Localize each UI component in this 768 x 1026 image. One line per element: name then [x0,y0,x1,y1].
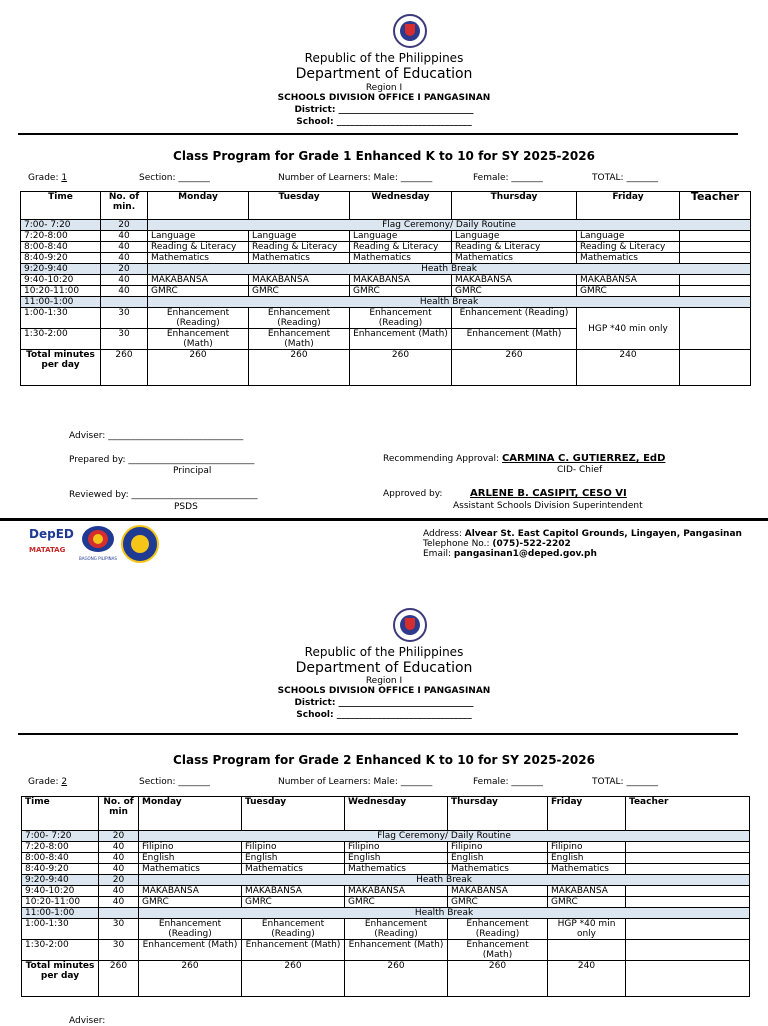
cell-fri: HGP *40 min only [577,308,680,350]
table-row [22,831,750,842]
header-rule [18,133,738,135]
cell-wed: 260 [345,961,448,997]
cell-tue: MAKABANSA [242,886,345,897]
table-row [21,275,751,286]
adviser-line: Adviser: [69,1016,106,1026]
program1-female: Female: _______ [473,173,543,183]
cell-time: 7:20-8:00 [22,842,99,853]
cell-mon: Enhancement (Math) [148,329,249,350]
cell-teacher [680,350,751,386]
cell-tue: English [242,853,345,864]
deped-seal [393,14,427,48]
cell-fri: 240 [548,961,626,997]
cell-tue: Reading & Literacy [249,242,350,253]
cell-mon: Enhancement (Reading) [139,919,242,940]
approved-name: ARLENE B. CASIPIT, CESO VI [470,488,627,499]
cell-mon: Filipino [139,842,242,853]
col-wednesday: Wednesday [350,192,452,220]
cell-min: 30 [99,940,139,961]
program1-total: TOTAL: _______ [592,173,658,183]
table-row [22,842,750,853]
address-line: Address: Alvear St. East Capitol Grounds, Lingayen, Pangasinan [423,529,742,539]
department-label: Department of Education [295,660,473,676]
col-teacher: Teacher [680,192,751,220]
cell-teacher [680,231,751,242]
cell-span: Heath Break [139,875,750,886]
cell-mon: 260 [148,350,249,386]
cell-min [99,908,139,919]
cell-tue: 260 [249,350,350,386]
cell-time: 11:00-1:00 [22,908,99,919]
adviser-line: Adviser: ______________________________ [69,431,244,441]
table-total-row [22,961,750,997]
col-minutes: No. of min [99,797,139,831]
col-monday: Monday [139,797,242,831]
prepared-line: Prepared by: ____________________________ [69,455,255,465]
table-row [21,286,751,297]
cell-min: 20 [99,875,139,886]
cell-fri: English [548,853,626,864]
cell-min: 40 [99,853,139,864]
cell-time: 10:20-11:00 [21,286,101,297]
region-label: Region I [365,676,403,686]
table-row [22,886,750,897]
table-row [22,864,750,875]
reviewed-line: Reviewed by: ____________________________ [69,490,258,500]
cell-time: 7:00- 7:20 [22,831,99,842]
cell-min: 40 [101,286,148,297]
cell-mon: Mathematics [139,864,242,875]
cell-min: 40 [99,897,139,908]
cell-min: 20 [101,264,148,275]
cell-span: Health Break [148,297,751,308]
cell-teacher [626,961,750,997]
cell-min: 40 [101,242,148,253]
republic-label: Republic of the Philippines [304,51,464,65]
cell-thu: GMRC [452,286,577,297]
school-field: School: ______________________________ [296,710,472,720]
col-tuesday: Tuesday [242,797,345,831]
cell-min: 260 [99,961,139,997]
cell-fri: MAKABANSA [577,275,680,286]
division-seal [121,525,159,563]
cell-span: Flag Ceremony/ Daily Routine [139,831,750,842]
program1-learners: Number of Learners: Male: _______ [278,173,433,183]
cell-time: 7:00- 7:20 [21,220,101,231]
cell-min: 20 [101,220,148,231]
program1-section: Section: _______ [139,173,210,183]
asds-label: Assistant Schools Division Superintendent [453,501,643,511]
cell-mon: Reading & Literacy [148,242,249,253]
cell-mon: MAKABANSA [139,886,242,897]
district-field: District: ______________________________ [294,698,474,708]
cell-wed: English [345,853,448,864]
program2-female: Female: _______ [473,777,543,787]
deped-matatag-logo: DepED MATATAG [29,527,74,554]
cell-time: 1:30-2:00 [22,940,99,961]
table-row [22,940,750,961]
office-label: SCHOOLS DIVISION OFFICE I PANGASINAN [277,93,491,103]
table-header-row [21,192,751,220]
cell-min: 40 [101,275,148,286]
table-row [21,297,751,308]
col-wednesday: Wednesday [345,797,448,831]
cell-teacher [626,919,750,940]
cell-mon: Mathematics [148,253,249,264]
cell-tue: Mathematics [249,253,350,264]
cell-teacher [680,275,751,286]
cell-thu: Mathematics [448,864,548,875]
cell-fri [548,940,626,961]
cell-min: 40 [99,864,139,875]
col-time: Time [21,192,101,220]
cell-thu: Filipino [448,842,548,853]
cell-min: 30 [101,308,148,329]
col-time: Time [22,797,99,831]
cid-label: CID- Chief [557,465,603,475]
cell-fri: GMRC [577,286,680,297]
program1-grade: Grade: 1 [28,173,68,183]
cell-teacher [626,864,750,875]
cell-time: 1:00-1:30 [22,919,99,940]
republic-label: Republic of the Philippines [304,645,464,659]
cell-fri: HGP *40 min only [548,919,626,940]
cell-tue: GMRC [242,897,345,908]
col-friday: Friday [577,192,680,220]
cell-wed: Enhancement (Reading) [345,919,448,940]
cell-teacher [680,253,751,264]
cell-tue: MAKABANSA [249,275,350,286]
cell-wed: MAKABANSA [345,886,448,897]
cell-wed: Enhancement (Math) [345,940,448,961]
cell-fri: Mathematics [577,253,680,264]
cell-span: Heath Break [148,264,751,275]
cell-min: 40 [101,253,148,264]
cell-thu: Enhancement (Reading) [448,919,548,940]
cell-mon: English [139,853,242,864]
cell-wed: Filipino [345,842,448,853]
cell-fri: Mathematics [548,864,626,875]
cell-span: Health Break [139,908,750,919]
table-row [21,242,751,253]
table-row [22,897,750,908]
bagong-pilipinas-logo: BAGONG PILIPINAS [78,524,118,564]
cell-min [101,297,148,308]
district-field: District: ______________________________ [294,105,474,115]
cell-wed: MAKABANSA [350,275,452,286]
email-line: Email: pangasinan1@deped.gov.ph [423,549,597,559]
cell-teacher [626,897,750,908]
cell-teacher [680,286,751,297]
cell-tue: Language [249,231,350,242]
psds-label: PSDS [174,502,198,512]
header-rule [18,733,738,735]
cell-wed: GMRC [345,897,448,908]
col-tuesday: Tuesday [249,192,350,220]
cell-mon: GMRC [148,286,249,297]
cell-teacher [680,242,751,253]
contact-block [423,529,742,559]
recommending-approval: Recommending Approval: CARMINA C. GUTIERREZ, EdD [383,453,666,464]
program1-table [20,191,751,386]
cell-wed: Language [350,231,452,242]
program2-title: Class Program for Grade 2 Enhanced K to 10 for SY 2025-2026 [173,753,595,767]
program2-learners: Number of Learners: Male: _______ [278,777,433,787]
cell-min: 30 [101,329,148,350]
cell-total-label: Total minutes per day [21,350,101,386]
cell-thu: Reading & Literacy [452,242,577,253]
cell-time: 8:00-8:40 [22,853,99,864]
table-row [21,231,751,242]
school-field: School: ______________________________ [296,117,472,127]
table-total-row [21,350,751,386]
cell-time: 9:40-10:20 [21,275,101,286]
telephone-line: Telephone No.: (075)-522-2202 [423,539,571,549]
table-row [21,308,751,329]
cell-time: 9:40-10:20 [22,886,99,897]
cell-wed: Enhancement (Reading) [350,308,452,329]
cell-tue: Filipino [242,842,345,853]
cell-mon: 260 [139,961,242,997]
cell-tue: Enhancement (Math) [242,940,345,961]
cell-thu: Enhancement (Math) [448,940,548,961]
cell-time: 8:40-9:20 [22,864,99,875]
cell-tue: Enhancement (Math) [249,329,350,350]
cell-thu: 260 [452,350,577,386]
deped-seal [393,608,427,642]
cell-time: 11:00-1:00 [21,297,101,308]
cell-time: 7:20-8:00 [21,231,101,242]
cell-tue: GMRC [249,286,350,297]
cell-mon: Enhancement (Reading) [148,308,249,329]
table-row [22,853,750,864]
cell-thu: MAKABANSA [452,275,577,286]
cell-thu: Enhancement (Reading) [452,308,577,329]
department-label: Department of Education [295,66,473,82]
region-label: Region I [365,83,403,93]
col-thursday: Thursday [448,797,548,831]
col-teacher: Teacher [626,797,750,831]
cell-wed: 260 [350,350,452,386]
cell-thu: Language [452,231,577,242]
program1-title: Class Program for Grade 1 Enhanced K to 10 for SY 2025-2026 [173,149,595,163]
cell-thu: GMRC [448,897,548,908]
cell-teacher [626,886,750,897]
cell-min: 40 [99,886,139,897]
cell-tue: Mathematics [242,864,345,875]
approved-by-label: Approved by: [383,489,443,499]
cell-thu: 260 [448,961,548,997]
program2-grade: Grade: 2 [28,777,68,787]
cell-teacher [626,940,750,961]
cell-wed: Reading & Literacy [350,242,452,253]
cell-teacher [626,853,750,864]
cell-span: Flag Ceremony/ Daily Routine [148,220,751,231]
table-header-row [22,797,750,831]
cell-min: 30 [99,919,139,940]
cell-wed: Mathematics [350,253,452,264]
program2-table [21,796,750,997]
table-row [22,875,750,886]
cell-min: 260 [101,350,148,386]
cell-tue: Enhancement (Reading) [249,308,350,329]
table-row [22,919,750,940]
cell-min: 40 [101,231,148,242]
cell-teacher [680,308,751,350]
cell-fri: Language [577,231,680,242]
col-minutes: No. of min. [101,192,148,220]
program2-section: Section: _______ [139,777,210,787]
cell-time: 9:20-9:40 [22,875,99,886]
cell-time: 1:00-1:30 [21,308,101,329]
col-friday: Friday [548,797,626,831]
cell-min: 40 [99,842,139,853]
cell-tue: Enhancement (Reading) [242,919,345,940]
program2-total: TOTAL: _______ [592,777,658,787]
cell-min: 20 [99,831,139,842]
table-row [22,908,750,919]
cell-tue: 260 [242,961,345,997]
cell-mon: GMRC [139,897,242,908]
col-monday: Monday [148,192,249,220]
footer-rule [0,518,768,521]
cell-time: 8:40-9:20 [21,253,101,264]
cell-time: 10:20-11:00 [22,897,99,908]
cell-thu: MAKABANSA [448,886,548,897]
cell-wed: GMRC [350,286,452,297]
table-row [21,253,751,264]
cell-fri: Filipino [548,842,626,853]
table-row [21,264,751,275]
cell-fri: Reading & Literacy [577,242,680,253]
cell-time: 8:00-8:40 [21,242,101,253]
cell-thu: Mathematics [452,253,577,264]
cell-fri: 240 [577,350,680,386]
table-row [21,220,751,231]
cell-wed: Enhancement (Math) [350,329,452,350]
principal-label: Principal [173,466,212,476]
cell-mon: Enhancement (Math) [139,940,242,961]
cell-fri: MAKABANSA [548,886,626,897]
office-label: SCHOOLS DIVISION OFFICE I PANGASINAN [277,686,491,696]
col-thursday: Thursday [452,192,577,220]
cell-fri: GMRC [548,897,626,908]
cell-time: 9:20-9:40 [21,264,101,275]
cell-total-label: Total minutes per day [22,961,99,997]
cell-teacher [626,842,750,853]
cell-mon: Language [148,231,249,242]
cell-wed: Mathematics [345,864,448,875]
cell-thu: English [448,853,548,864]
cell-mon: MAKABANSA [148,275,249,286]
cell-thu: Enhancement (Math) [452,329,577,350]
cell-time: 1:30-2:00 [21,329,101,350]
